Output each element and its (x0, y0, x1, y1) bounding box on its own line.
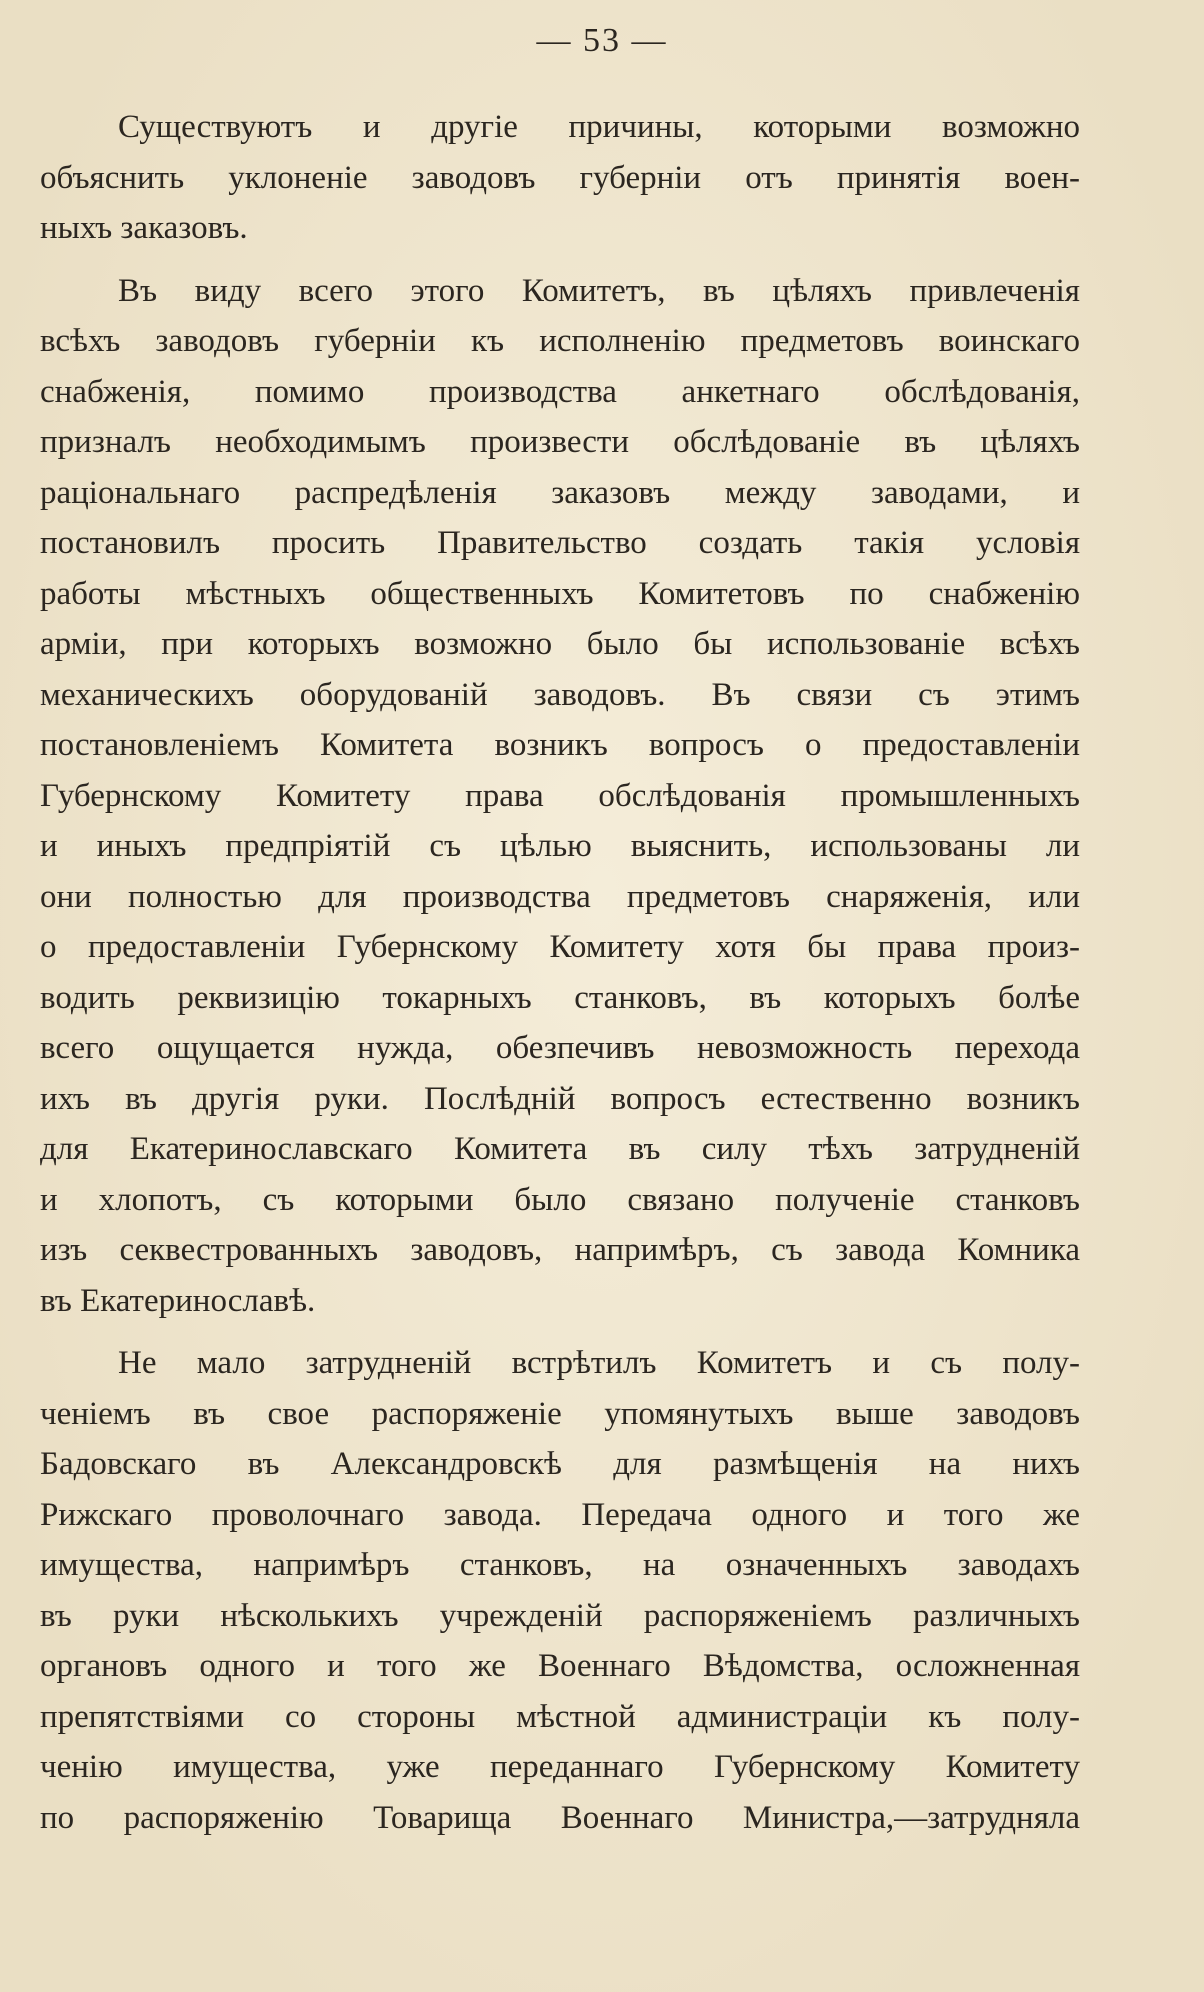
text-line: водить реквизицію токарныхъ станковъ, въ которыхъ болѣе (40, 979, 1080, 1016)
page-number: — 53 — (536, 22, 668, 59)
text-line: и иныхъ предпріятій съ цѣлью выяснить, использованы ли (40, 828, 1080, 864)
text-line: Рижскаго проволочнаго завода. Передача одного и того же (40, 1496, 1080, 1533)
text-line: Не мало затрудненій встрѣтилъ Комитетъ и съ полу- (118, 1345, 1080, 1381)
text-line: въ руки нѣсколькихъ учрежденій распоряженіемъ различныхъ (40, 1597, 1080, 1634)
text-line: ныхъ заказовъ. (40, 210, 248, 246)
text-line: для Екатеринославскаго Комитета въ силу тѣхъ затрудненій (40, 1131, 1080, 1167)
text-line: органовъ одного и того же Военнаго Вѣдомства, осложненная (40, 1648, 1080, 1684)
text-line: ченію имущества, уже переданнаго Губернскому Комитету (40, 1749, 1080, 1785)
paragraph-3 (40, 1338, 1080, 1843)
text-line: раціональнаго распредѣленія заказовъ между заводами, и (40, 474, 1080, 511)
text-line: о предоставленіи Губернскому Комитету хотя бы права произ- (40, 929, 1080, 965)
text-line: Существуютъ и другіе причины, которыми возможно (118, 109, 1080, 145)
text-line: призналъ необходимымъ произвести обслѣдованіе въ цѣляхъ (40, 424, 1080, 460)
text-line: по распоряженію Товарища Военнаго Министра,—затрудняла (40, 1799, 1080, 1836)
text-line: всего ощущается нужда, обезпечивъ невозможность перехода (40, 1030, 1080, 1066)
paragraph-1 (40, 102, 1080, 254)
text-line: Бадовскаго въ Александровскѣ для размѣщенія на нихъ (40, 1446, 1080, 1482)
text-line: работы мѣстныхъ общественныхъ Комитетовъ по снабженію (40, 575, 1080, 612)
text-line: всѣхъ заводовъ губерніи къ исполненію предметовъ воинскаго (40, 323, 1080, 359)
text-line: имущества, напримѣръ станковъ, на означенныхъ заводахъ (40, 1547, 1080, 1583)
text-line: они полностью для производства предметовъ снаряженія, или (40, 878, 1080, 915)
text-line: Губернскому Комитету права обслѣдованія промышленныхъ (40, 777, 1080, 814)
body-text (40, 102, 1080, 1843)
text-line: и хлопотъ, съ которыми было связано полученіе станковъ (40, 1181, 1080, 1218)
text-line: объяснить уклоненіе заводовъ губерніи отъ принятія воен- (40, 159, 1080, 196)
paragraph-2 (40, 266, 1080, 1327)
text-line: Въ виду всего этого Комитетъ, въ цѣляхъ привлеченія (118, 272, 1080, 309)
text-line: въ Екатеринославѣ. (40, 1282, 316, 1319)
text-line: ихъ въ другія руки. Послѣдній вопросъ естественно возникъ (40, 1080, 1080, 1117)
text-line: механическихъ оборудованій заводовъ. Въ связи съ этимъ (40, 676, 1080, 713)
text-line: снабженія, помимо производства анкетнаго обслѣдованія, (40, 373, 1080, 410)
text-line: изъ секвестрованныхъ заводовъ, напримѣръ, съ завода Комника (40, 1232, 1080, 1268)
text-line: арміи, при которыхъ возможно было бы использованіе всѣхъ (40, 626, 1080, 662)
text-line: препятствіями со стороны мѣстной администраціи къ полу- (40, 1698, 1080, 1735)
text-line: постановленіемъ Комитета возникъ вопросъ о предоставленіи (40, 727, 1080, 763)
text-line: постановилъ просить Правительство создать такія условія (40, 525, 1080, 561)
text-line: ченіемъ въ свое распоряженіе упомянутыхъ выше заводовъ (40, 1395, 1080, 1432)
